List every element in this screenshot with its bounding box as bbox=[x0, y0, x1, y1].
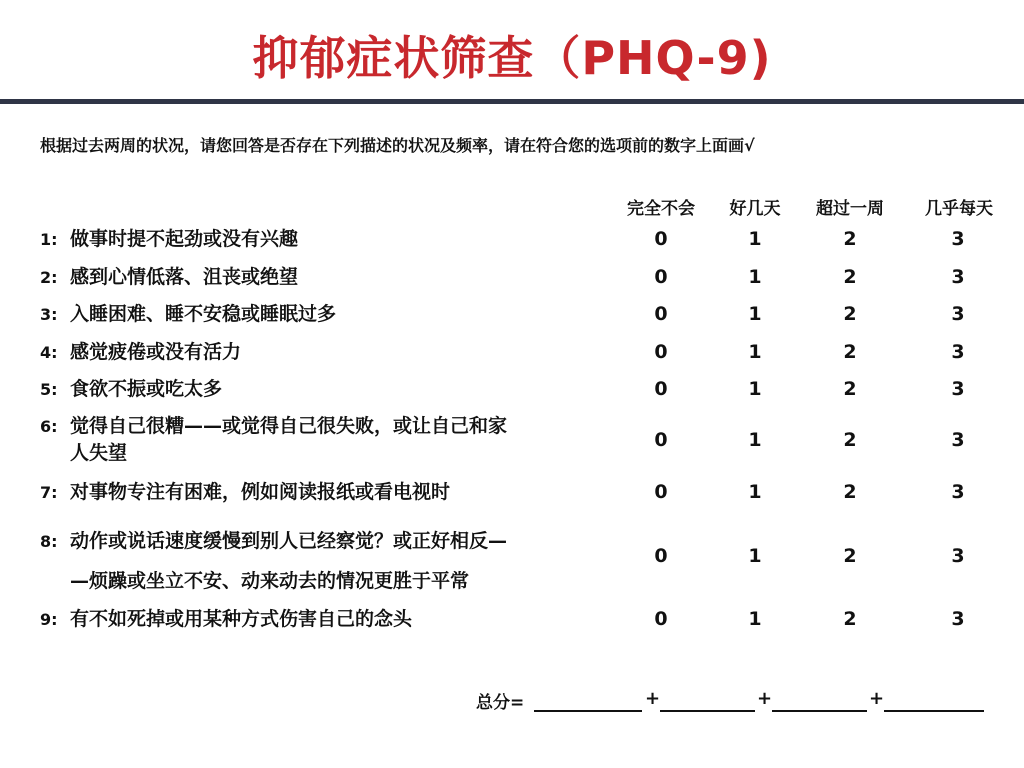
question-number: 8: bbox=[40, 532, 58, 551]
total-blank-2[interactable] bbox=[660, 710, 755, 712]
question-number: 6: bbox=[40, 417, 58, 436]
score-option[interactable]: 1 bbox=[748, 429, 762, 451]
total-score-label: 总分= bbox=[476, 693, 525, 713]
score-option[interactable]: 3 bbox=[951, 303, 965, 325]
question-text: 觉得自己很糟——或觉得自己很失败，或让自己和家 bbox=[70, 415, 508, 437]
question-number: 7: bbox=[40, 483, 58, 502]
score-option[interactable]: 3 bbox=[951, 545, 965, 567]
column-header-several-days: 好几天 bbox=[729, 199, 781, 219]
score-option[interactable]: 0 bbox=[654, 266, 668, 288]
score-option[interactable]: 1 bbox=[748, 378, 762, 400]
instruction-text: 根据过去两周的状况，请您回答是否存在下列描述的状况及频率，请在符合您的选项前的数字上面画√ bbox=[40, 136, 755, 155]
total-blank-3[interactable] bbox=[772, 710, 867, 712]
score-option[interactable]: 1 bbox=[748, 481, 762, 503]
score-option[interactable]: 2 bbox=[843, 429, 857, 451]
score-option[interactable]: 0 bbox=[654, 429, 668, 451]
score-option[interactable]: 0 bbox=[654, 378, 668, 400]
question-text: 对事物专注有困难，例如阅读报纸或看电视时 bbox=[70, 481, 451, 503]
score-option[interactable]: 3 bbox=[951, 341, 965, 363]
score-option[interactable]: 0 bbox=[654, 303, 668, 325]
question-number: 1: bbox=[40, 230, 58, 249]
total-blank-4[interactable] bbox=[884, 710, 984, 712]
question-number: 2: bbox=[40, 268, 58, 287]
score-option[interactable]: 2 bbox=[843, 378, 857, 400]
score-option[interactable]: 1 bbox=[748, 228, 762, 250]
question-number: 9: bbox=[40, 610, 58, 629]
score-option[interactable]: 3 bbox=[951, 266, 965, 288]
score-option[interactable]: 2 bbox=[843, 481, 857, 503]
plus-sign: + bbox=[645, 688, 661, 709]
score-option[interactable]: 0 bbox=[654, 481, 668, 503]
question-text: —烦躁或坐立不安、动来动去的情况更胜于平常 bbox=[70, 570, 470, 592]
question-number: 4: bbox=[40, 343, 58, 362]
score-option[interactable]: 0 bbox=[654, 545, 668, 567]
score-option[interactable]: 2 bbox=[843, 608, 857, 630]
score-option[interactable]: 0 bbox=[654, 608, 668, 630]
question-number: 3: bbox=[40, 305, 58, 324]
column-header-more-than-week: 超过一周 bbox=[816, 199, 884, 219]
question-text: 动作或说话速度缓慢到别人已经察觉？或正好相反— bbox=[70, 530, 508, 552]
score-option[interactable]: 2 bbox=[843, 545, 857, 567]
plus-sign: + bbox=[757, 688, 773, 709]
title-divider bbox=[0, 99, 1024, 104]
score-option[interactable]: 1 bbox=[748, 545, 762, 567]
question-text: 感到心情低落、沮丧或绝望 bbox=[70, 266, 299, 288]
score-option[interactable]: 3 bbox=[951, 481, 965, 503]
total-blank-1[interactable] bbox=[534, 710, 642, 712]
score-option[interactable]: 2 bbox=[843, 266, 857, 288]
question-text: 入睡困难、睡不安稳或睡眠过多 bbox=[70, 303, 337, 325]
page-title: 抑郁症状筛查（PHQ-9) bbox=[252, 31, 772, 85]
question-text: 人失望 bbox=[70, 442, 128, 464]
question-number: 5: bbox=[40, 380, 58, 399]
score-option[interactable]: 3 bbox=[951, 429, 965, 451]
question-text: 食欲不振或吃太多 bbox=[70, 378, 223, 400]
question-text: 做事时提不起劲或没有兴趣 bbox=[70, 228, 299, 250]
question-text: 感觉疲倦或没有活力 bbox=[70, 341, 242, 363]
column-header-nearly-every-day: 几乎每天 bbox=[925, 199, 993, 219]
score-option[interactable]: 3 bbox=[951, 608, 965, 630]
score-option[interactable]: 1 bbox=[748, 303, 762, 325]
score-option[interactable]: 3 bbox=[951, 378, 965, 400]
plus-sign: + bbox=[869, 688, 885, 709]
score-option[interactable]: 2 bbox=[843, 228, 857, 250]
score-option[interactable]: 2 bbox=[843, 341, 857, 363]
score-option[interactable]: 1 bbox=[748, 608, 762, 630]
question-text: 有不如死掉或用某种方式伤害自己的念头 bbox=[70, 608, 413, 630]
score-option[interactable]: 0 bbox=[654, 341, 668, 363]
score-option[interactable]: 2 bbox=[843, 303, 857, 325]
column-header-not-at-all: 完全不会 bbox=[627, 199, 695, 219]
score-option[interactable]: 1 bbox=[748, 266, 762, 288]
score-option[interactable]: 3 bbox=[951, 228, 965, 250]
score-option[interactable]: 0 bbox=[654, 228, 668, 250]
score-option[interactable]: 1 bbox=[748, 341, 762, 363]
